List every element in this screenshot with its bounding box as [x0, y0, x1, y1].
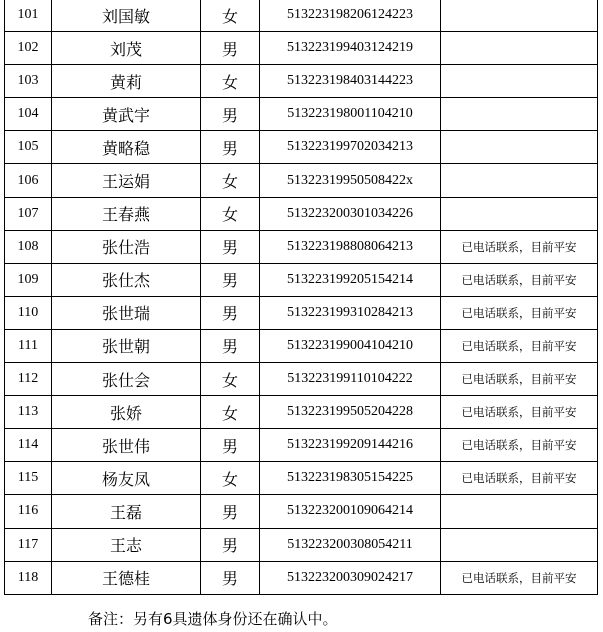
table-row [5, 462, 598, 495]
id-number-cell: 513223200301034226 [260, 197, 441, 230]
sex-cell: 男 [201, 98, 260, 131]
row-number-cell: 103 [5, 65, 52, 98]
sex-cell: 女 [201, 363, 260, 396]
person-name-cell: 王磊 [52, 495, 201, 528]
note-cell: 已电话联系，目前平安 [441, 263, 598, 296]
row-number-cell: 118 [5, 561, 52, 594]
id-number-cell: 513223199004104210 [260, 329, 441, 362]
note-cell [441, 197, 598, 230]
sex-cell: 男 [201, 561, 260, 594]
person-name-cell: 张仕浩 [52, 230, 201, 263]
id-number-cell: 513223199702034213 [260, 131, 441, 164]
row-number-cell: 108 [5, 230, 52, 263]
sex-cell: 男 [201, 429, 260, 462]
id-number-cell: 513223198206124223 [260, 0, 441, 32]
sex-cell: 女 [201, 164, 260, 197]
table-row [5, 230, 598, 263]
sex-cell: 男 [201, 296, 260, 329]
note-cell [441, 495, 598, 528]
table-row [5, 396, 598, 429]
row-number-cell: 106 [5, 164, 52, 197]
row-number-cell: 105 [5, 131, 52, 164]
table-row [5, 296, 598, 329]
id-number-cell: 513223200308054211 [260, 528, 441, 561]
note-cell [441, 65, 598, 98]
table-row [5, 363, 598, 396]
note-cell: 已电话联系，目前平安 [441, 462, 598, 495]
row-number-cell: 101 [5, 0, 52, 32]
id-number-cell: 513223199209144216 [260, 429, 441, 462]
sex-cell: 女 [201, 197, 260, 230]
sex-cell: 男 [201, 230, 260, 263]
note-cell [441, 32, 598, 65]
table-row [5, 98, 598, 131]
table-row [5, 495, 598, 528]
person-name-cell: 王志 [52, 528, 201, 561]
id-number-cell: 513223199205154214 [260, 263, 441, 296]
row-number-cell: 112 [5, 363, 52, 396]
row-number-cell: 111 [5, 329, 52, 362]
row-number-cell: 117 [5, 528, 52, 561]
sex-cell: 女 [201, 65, 260, 98]
note-cell: 已电话联系，目前平安 [441, 429, 598, 462]
row-number-cell: 102 [5, 32, 52, 65]
id-number-cell: 513223198305154225 [260, 462, 441, 495]
id-number-cell: 513223199310284213 [260, 296, 441, 329]
person-name-cell: 张世伟 [52, 429, 201, 462]
person-name-cell: 刘国敏 [52, 0, 201, 32]
table-row [5, 164, 598, 197]
person-name-cell: 张仕杰 [52, 263, 201, 296]
table-row [5, 429, 598, 462]
note-cell: 已电话联系，目前平安 [441, 296, 598, 329]
table-row [5, 329, 598, 362]
note-cell [441, 0, 598, 32]
row-number-cell: 110 [5, 296, 52, 329]
id-number-cell: 513223200109064214 [260, 495, 441, 528]
row-number-cell: 114 [5, 429, 52, 462]
table-row [5, 197, 598, 230]
note-cell [441, 98, 598, 131]
person-name-cell: 张娇 [52, 396, 201, 429]
person-name-cell: 黄略稳 [52, 131, 201, 164]
sex-cell: 女 [201, 462, 260, 495]
sex-cell: 男 [201, 32, 260, 65]
sex-cell: 女 [201, 396, 260, 429]
sex-cell: 男 [201, 528, 260, 561]
row-number-cell: 107 [5, 197, 52, 230]
note-cell: 已电话联系，目前平安 [441, 396, 598, 429]
id-number-cell: 513223198808064213 [260, 230, 441, 263]
table-row [5, 263, 598, 296]
person-name-cell: 黄莉 [52, 65, 201, 98]
row-number-cell: 115 [5, 462, 52, 495]
id-number-cell: 513223199403124219 [260, 32, 441, 65]
id-number-cell: 513223199505204228 [260, 396, 441, 429]
id-number-cell: 513223198403144223 [260, 65, 441, 98]
note-cell [441, 528, 598, 561]
person-name-cell: 张世瑞 [52, 296, 201, 329]
table-row [5, 528, 598, 561]
sex-cell: 女 [201, 0, 260, 32]
note-cell [441, 131, 598, 164]
person-name-cell: 杨友凤 [52, 462, 201, 495]
sex-cell: 男 [201, 495, 260, 528]
table-row [5, 561, 598, 594]
roster-table-body [5, 0, 598, 594]
roster-table [4, 0, 598, 595]
table-row [5, 65, 598, 98]
id-number-cell: 513223199110104222 [260, 363, 441, 396]
id-number-cell: 513223198001104210 [260, 98, 441, 131]
sex-cell: 男 [201, 329, 260, 362]
footnote: 备注：另有6具遗体身份还在确认中。 [88, 610, 338, 628]
note-cell: 已电话联系，目前平安 [441, 561, 598, 594]
person-name-cell: 王德桂 [52, 561, 201, 594]
row-number-cell: 104 [5, 98, 52, 131]
row-number-cell: 109 [5, 263, 52, 296]
row-number-cell: 113 [5, 396, 52, 429]
person-name-cell: 张仕会 [52, 363, 201, 396]
sex-cell: 男 [201, 263, 260, 296]
table-row [5, 0, 598, 32]
person-name-cell: 王春燕 [52, 197, 201, 230]
id-number-cell: 51322319950508422x [260, 164, 441, 197]
note-cell: 已电话联系，目前平安 [441, 329, 598, 362]
person-name-cell: 刘茂 [52, 32, 201, 65]
person-name-cell: 张世朝 [52, 329, 201, 362]
id-number-cell: 513223200309024217 [260, 561, 441, 594]
table-row [5, 32, 598, 65]
person-name-cell: 王运娟 [52, 164, 201, 197]
table-row [5, 131, 598, 164]
person-name-cell: 黄武宇 [52, 98, 201, 131]
note-cell: 已电话联系，目前平安 [441, 230, 598, 263]
note-cell [441, 164, 598, 197]
note-cell: 已电话联系，目前平安 [441, 363, 598, 396]
sex-cell: 男 [201, 131, 260, 164]
row-number-cell: 116 [5, 495, 52, 528]
